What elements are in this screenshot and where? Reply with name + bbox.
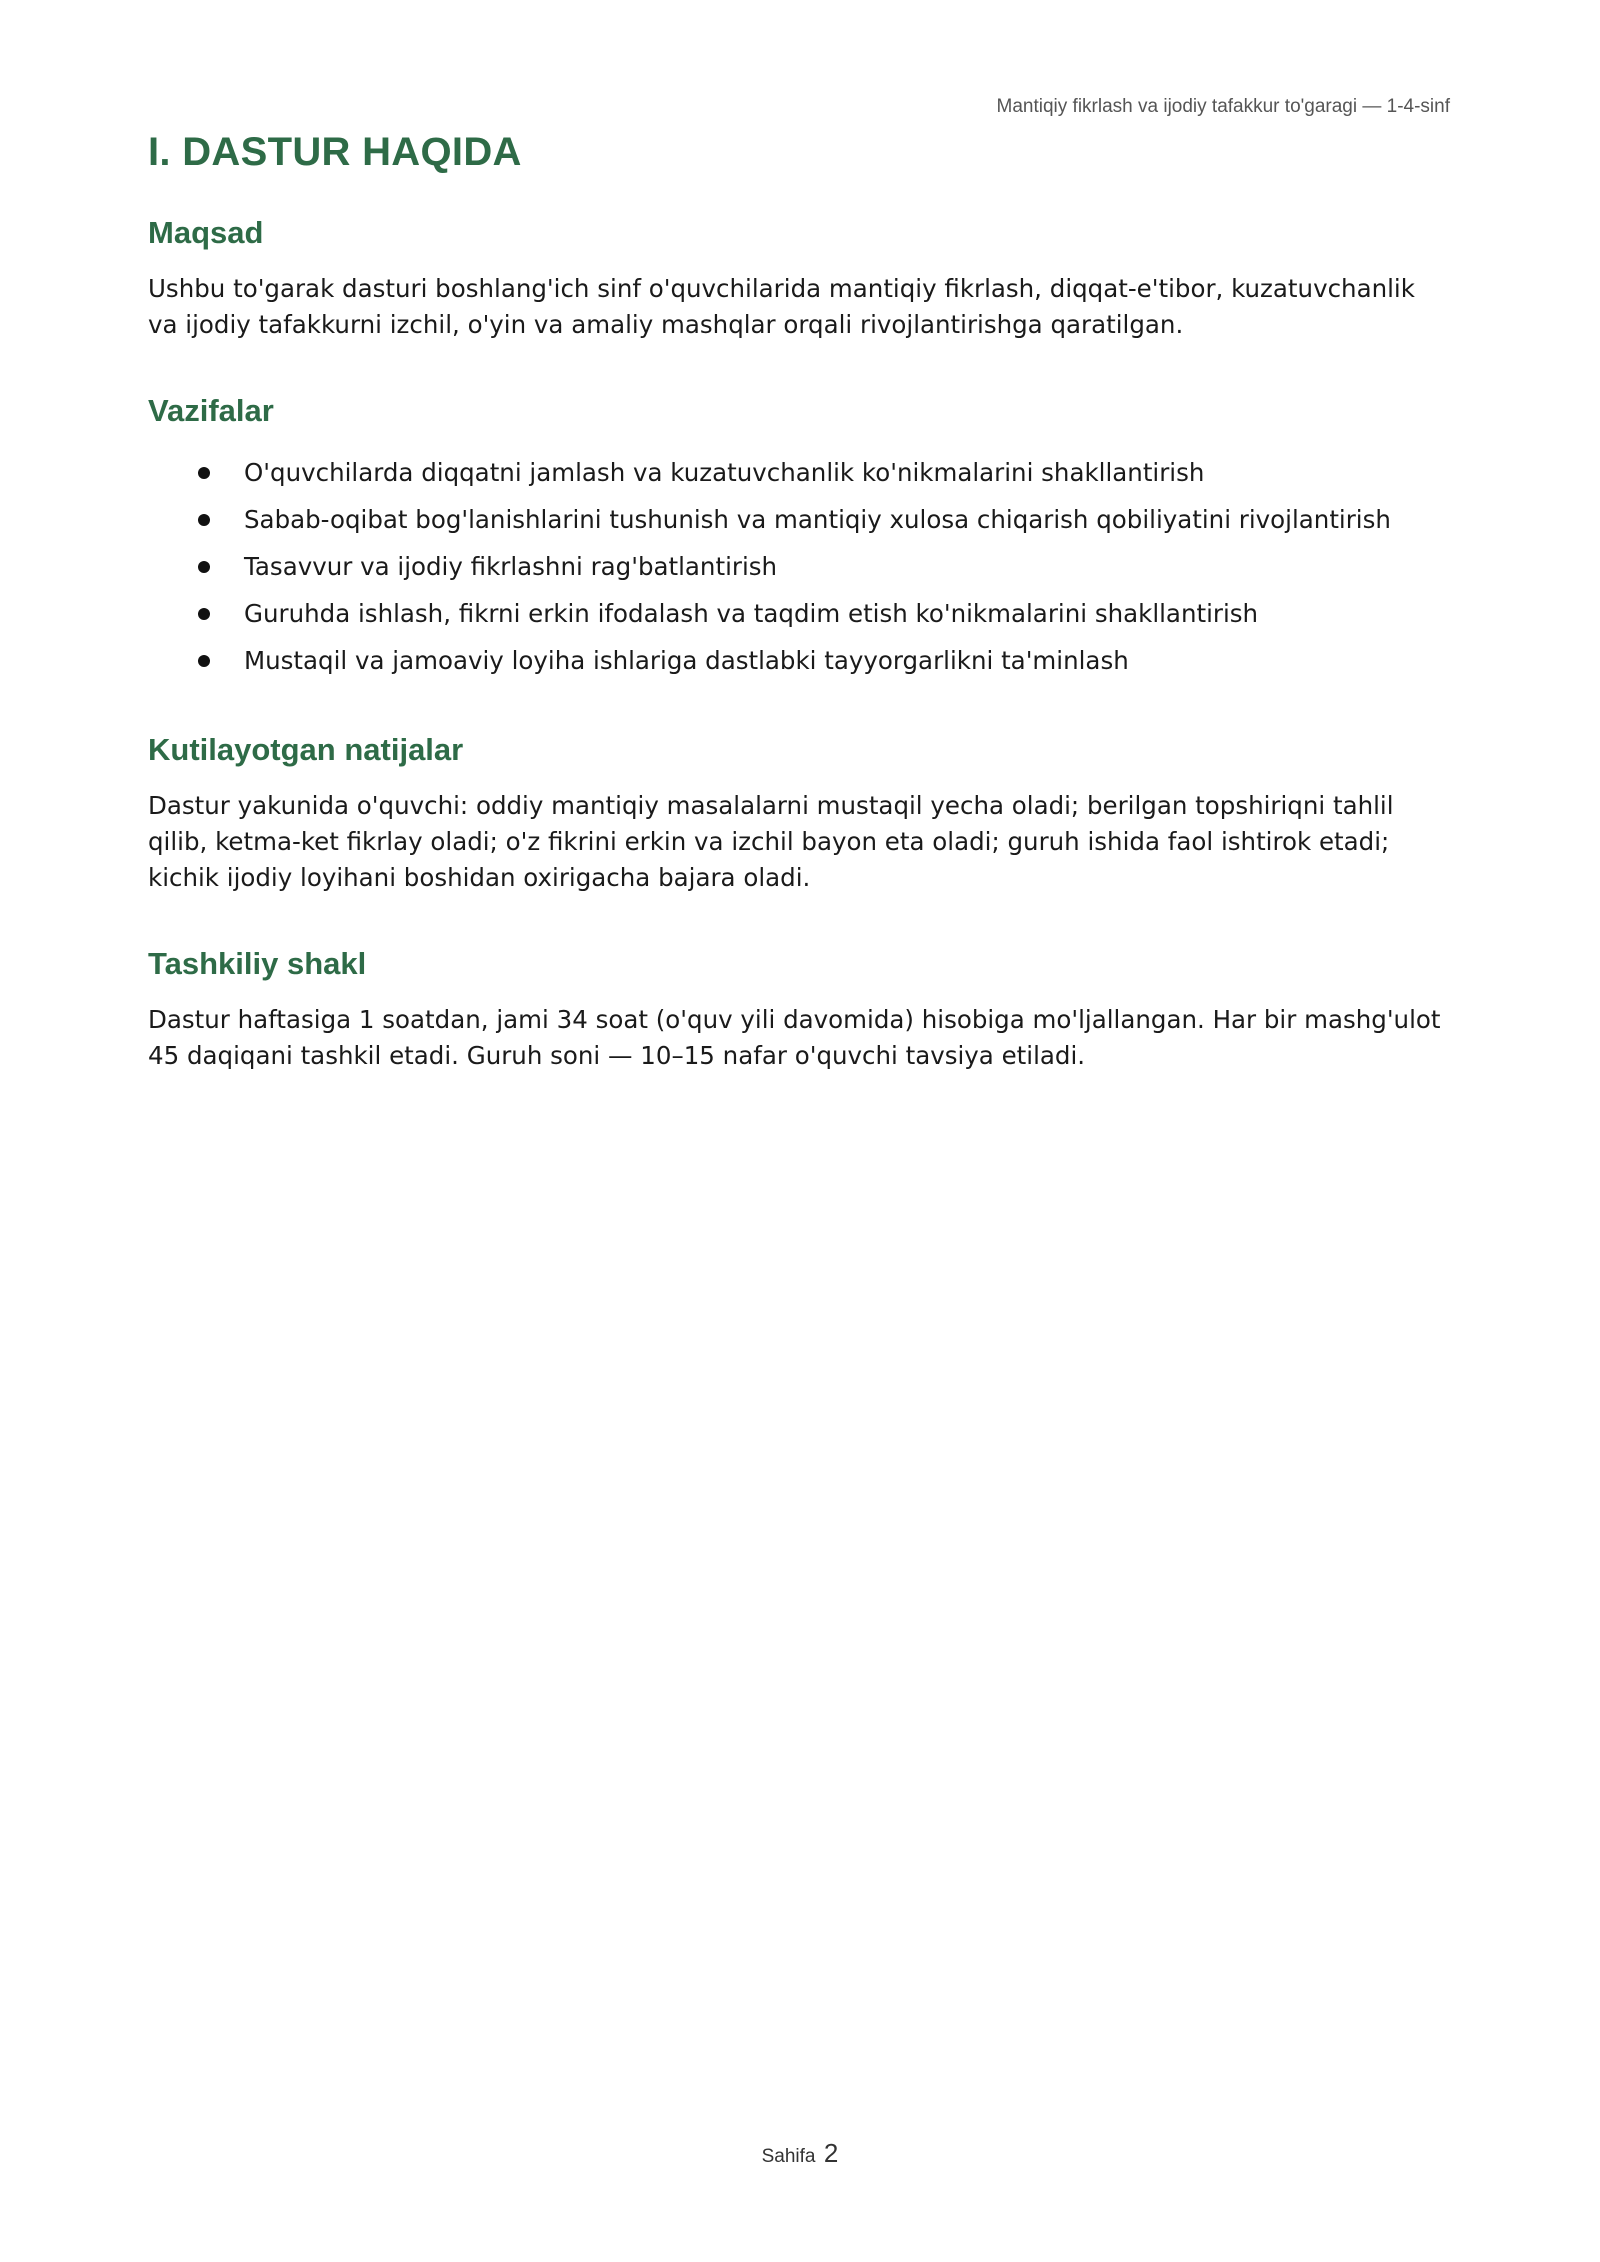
list-item-text: Guruhda ishlash, fikrni erkin ifodalash va taqdim etish ko'nikmalarini shakllantirish [244, 599, 1259, 628]
section-shakl [148, 946, 1448, 1074]
page-label: Sahifa [761, 2146, 816, 2167]
list-item [198, 590, 1448, 637]
page-number: 2 [823, 2138, 839, 2168]
list-item [198, 543, 1448, 590]
maqsad-paragraph: Ushbu to'garak dasturi boshlang'ich sinf o'quvchilarida mantiqiy fikrlash, diqqat-e'tibor, kuzatuvchanlik va ijodiy tafakkurni izchil, o'yin va amaliy mashqlar orqali rivojlantirishga qaratilgan. [148, 274, 1415, 339]
list-item-text: Sabab-oqibat bog'lanishlarini tushunish va mantiqiy xulosa chiqarish qobiliyatini rivojlantirish [244, 505, 1391, 534]
task-list [148, 449, 1448, 684]
page-content [148, 130, 1448, 1124]
page-footer [0, 2138, 1600, 2169]
section-title-shakl: Tashkiliy shakl [148, 946, 367, 981]
list-item-text: Mustaqil va jamoaviy loyiha ishlariga dastlabki tayyorgarlikni ta'minlash [244, 646, 1129, 675]
list-item [198, 449, 1448, 496]
section-title-natijalar: Kutilayotgan natijalar [148, 732, 464, 767]
bullet-icon [198, 608, 210, 620]
bullet-icon [198, 467, 210, 479]
section-natijalar [148, 732, 1448, 896]
list-item-text: O'quvchilarda diqqatni jamlash va kuzatuvchanlik ko'nikmalarini shakllantirish [244, 458, 1205, 487]
shakl-paragraph: Dastur haftasiga 1 soatdan, jami 34 soat (o'quv yili davomida) hisobiga mo'ljallangan. Har bir mashg'ulot 45 daqiqani tashkil etadi. Guruh soni — 10–15 nafar o'quvchi tavsiya etiladi. [148, 1005, 1441, 1070]
section-maqsad [148, 215, 1448, 343]
list-item [198, 496, 1448, 543]
bullet-icon [198, 655, 210, 667]
section-title-vazifalar: Vazifalar [148, 393, 274, 428]
bullet-icon [198, 561, 210, 573]
list-item-text: Tasavvur va ijodiy fikrlashni rag'batlantirish [244, 552, 778, 581]
natijalar-paragraph: Dastur yakunida o'quvchi: oddiy mantiqiy masalalarni mustaqil yecha oladi; berilgan topshiriqni tahlil qilib, ketma-ket fikrlay oladi; o'z fikrini erkin va izchil bayon eta oladi; guruh ishida faol ishtirok etadi; kichik ijodiy loyihani boshidan oxirigacha bajara oladi. [148, 791, 1394, 892]
section-vazifalar [148, 393, 1448, 684]
section-title-maqsad: Maqsad [148, 215, 264, 250]
list-item [198, 637, 1448, 684]
bullet-icon [198, 514, 210, 526]
page-title: I. DASTUR HAQIDA [148, 130, 522, 174]
running-header: Mantiqiy fikrlash va ijodiy tafakkur to'garagi — 1-4-sinf [996, 96, 1450, 117]
